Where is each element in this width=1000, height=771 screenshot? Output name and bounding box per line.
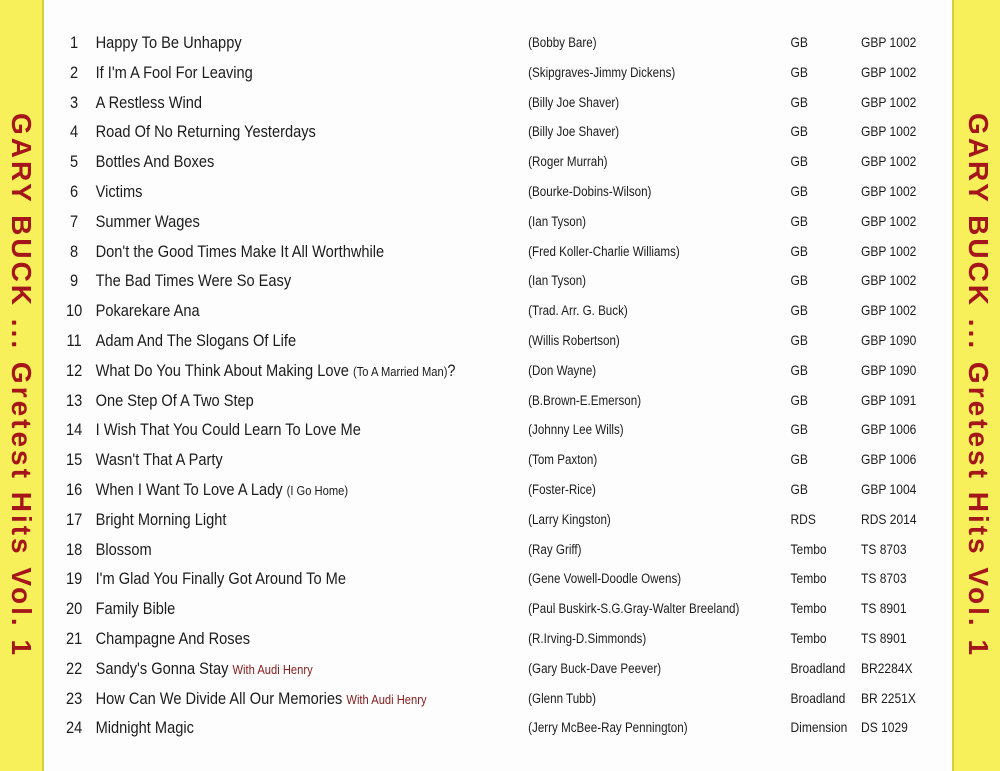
track-catalog-number: GBP 1002	[861, 272, 917, 289]
track-catalog-number: GBP 1002	[861, 34, 917, 50]
track-number: 10	[65, 301, 83, 321]
track-catalog-number: GBP 1002	[861, 212, 917, 229]
track-label: GB	[790, 331, 808, 348]
track-writers: (Trad. Arr. G. Buck)	[528, 303, 628, 319]
track-title	[96, 58, 253, 88]
track-title-text: Victims	[95, 181, 143, 201]
track-title	[96, 415, 361, 445]
track-row	[44, 356, 917, 386]
track-number: 24	[65, 718, 83, 738]
track-title	[96, 564, 346, 594]
track-number: 13	[65, 390, 83, 410]
track-label: GB	[790, 302, 808, 319]
track-writers: (Don Wayne)	[528, 362, 597, 378]
track-writers: (Billy Joe Shaver)	[528, 124, 620, 140]
track-catalog-number: BR2284X	[861, 659, 913, 676]
track-number: 23	[65, 688, 83, 708]
track-title	[96, 475, 349, 506]
track-label: Broadland	[790, 689, 846, 706]
track-title	[96, 147, 215, 177]
track-title-text: Summer Wages	[95, 211, 200, 231]
track-title	[96, 117, 316, 147]
track-writers: (Johnny Lee Wills)	[528, 422, 624, 438]
track-catalog-number: GBP 1002	[861, 63, 917, 80]
track-title	[96, 445, 223, 475]
track-row	[44, 207, 917, 237]
track-label: GB	[790, 480, 808, 497]
track-title	[96, 237, 385, 267]
track-title-text: Bright Morning Light	[95, 509, 227, 529]
track-title	[96, 594, 176, 624]
track-title-text: The Bad Times Were So Easy	[95, 271, 292, 291]
track-label: GB	[790, 34, 808, 50]
track-title	[96, 207, 200, 237]
track-row	[44, 326, 917, 356]
track-writers: (Billy Joe Shaver)	[528, 94, 620, 110]
track-number: 18	[65, 539, 83, 559]
track-title-text: Blossom	[95, 539, 152, 559]
track-label: GB	[790, 153, 808, 170]
spine-title-left: GARY BUCK ... Gretest Hits Vol. 1	[6, 112, 37, 659]
track-title	[96, 296, 200, 326]
track-writers: (R.Irving-D.Simmonds)	[528, 630, 647, 646]
track-catalog-number: TS 8703	[861, 570, 907, 587]
track-title-text: When I Want To Love A Lady	[95, 479, 283, 499]
track-row	[44, 684, 916, 714]
track-row	[44, 266, 917, 296]
track-title	[96, 654, 313, 685]
track-number: 8	[70, 241, 79, 261]
track-title-text: I'm Glad You Finally Got Around To Me	[95, 569, 346, 589]
track-catalog-number: GBP 1006	[861, 421, 917, 438]
track-title-text: Champagne And Roses	[95, 628, 251, 648]
track-label: Tembo	[790, 600, 827, 617]
track-row	[44, 386, 917, 416]
track-writers: (Paul Buskirk-S.G.Gray-Walter Breeland)	[528, 601, 740, 617]
track-catalog-number: GBP 1002	[861, 123, 917, 140]
track-title-text: I Wish That You Could Learn To Love Me	[95, 420, 361, 440]
track-number: 6	[70, 181, 79, 201]
track-number: 11	[66, 330, 82, 350]
track-row	[44, 564, 907, 594]
track-number: 1	[70, 33, 79, 52]
track-number: 2	[70, 62, 79, 82]
track-catalog-number: BR 2251X	[861, 689, 916, 706]
track-writers: (Larry Kingston)	[528, 511, 611, 527]
track-number: 17	[65, 509, 83, 529]
track-title	[96, 88, 202, 118]
tracklist-sheet	[44, 0, 950, 771]
track-writers: (Willis Robertson)	[528, 332, 620, 348]
track-row	[44, 505, 917, 535]
track-catalog-number: GBP 1002	[861, 242, 917, 259]
track-label: GB	[790, 123, 808, 140]
track-row	[44, 445, 917, 475]
track-title-text: Family Bible	[95, 599, 176, 619]
track-catalog-number: RDS 2014	[861, 510, 917, 527]
track-writers: (Ray Griff)	[528, 541, 582, 557]
track-label: Tembo	[790, 540, 827, 557]
track-writers: (Gary Buck-Dave Peever)	[528, 660, 662, 676]
track-title-text: Midnight Magic	[95, 718, 194, 738]
track-guest-artist: With Audi Henry	[232, 661, 313, 677]
track-number: 16	[65, 479, 83, 499]
track-number: 12	[65, 360, 83, 380]
track-label: GB	[790, 451, 808, 468]
track-title-aside: (To A Married Man)	[352, 363, 448, 379]
track-label: Tembo	[790, 629, 827, 646]
track-label: Broadland	[790, 659, 846, 676]
track-number: 5	[70, 152, 79, 172]
track-title	[96, 535, 152, 565]
track-catalog-number: GBP 1002	[861, 302, 917, 319]
track-label: GB	[790, 63, 808, 80]
track-row	[44, 594, 907, 624]
track-writers: (Gene Vowell-Doodle Owens)	[528, 571, 682, 587]
track-label: GB	[790, 391, 808, 408]
track-row	[44, 28, 917, 58]
track-label: GB	[790, 182, 808, 199]
track-label: GB	[790, 361, 808, 378]
track-title-text: Don't the Good Times Make It All Worthwhile	[95, 241, 385, 261]
track-writers: (Fred Koller-Charlie Williams)	[528, 243, 680, 259]
track-title-text: Wasn't That A Party	[95, 450, 223, 470]
track-title	[96, 28, 242, 58]
track-row	[44, 237, 917, 267]
track-number: 20	[65, 599, 83, 619]
track-title	[96, 624, 250, 654]
track-number: 15	[65, 450, 83, 470]
track-title-text: How Can We Divide All Our Memories	[95, 688, 343, 708]
track-catalog-number: TS 8901	[861, 629, 907, 646]
tracklist	[44, 28, 950, 743]
track-label: Dimension	[790, 719, 848, 736]
track-label: GB	[790, 272, 808, 289]
track-number: 22	[65, 658, 83, 678]
track-row	[44, 654, 913, 684]
track-label: GB	[790, 93, 808, 110]
track-row	[44, 88, 917, 118]
track-row	[44, 475, 917, 505]
track-catalog-number: GBP 1006	[861, 451, 917, 468]
track-number: 7	[70, 211, 79, 231]
track-title-text: One Step Of A Two Step	[95, 390, 254, 410]
track-writers: (Roger Murrah)	[528, 154, 608, 170]
track-number: 14	[65, 420, 83, 440]
track-title-text: If I'm A Fool For Leaving	[95, 62, 253, 82]
track-row	[44, 177, 917, 207]
track-title	[96, 684, 427, 715]
track-title-text: Pokarekare Ana	[95, 301, 200, 321]
track-writers: (Skipgraves-Jimmy Dickens)	[528, 64, 676, 80]
track-title	[96, 713, 194, 743]
track-writers: (Foster-Rice)	[528, 481, 596, 497]
track-title	[96, 266, 292, 296]
track-row	[44, 535, 907, 565]
track-title-suffix: ?	[447, 360, 456, 380]
track-writers: (Bourke-Dobins-Wilson)	[528, 183, 652, 199]
track-title	[96, 505, 227, 535]
track-row	[44, 147, 917, 177]
track-title	[96, 356, 456, 387]
track-catalog-number: GBP 1002	[861, 93, 917, 110]
track-row	[44, 58, 917, 88]
track-title	[96, 177, 143, 207]
track-label: RDS	[790, 510, 816, 527]
track-title-text: What Do You Think About Making Love	[95, 360, 349, 380]
left-spine	[0, 0, 44, 771]
track-number: 21	[65, 628, 83, 648]
track-writers: (Jerry McBee-Ray Pennington)	[528, 720, 688, 736]
track-title-aside: (I Go Home)	[286, 482, 349, 498]
track-title-text: A Restless Wind	[95, 92, 203, 112]
track-catalog-number: TS 8901	[861, 600, 907, 617]
right-spine	[952, 0, 1000, 771]
track-writers: (Ian Tyson)	[528, 213, 587, 229]
track-title-text: Bottles And Boxes	[95, 152, 215, 172]
track-label: GB	[790, 242, 808, 259]
track-number: 9	[70, 271, 79, 291]
track-label: GB	[790, 212, 808, 229]
track-catalog-number: GBP 1090	[861, 361, 917, 378]
track-title-text: Happy To Be Unhappy	[95, 33, 242, 52]
track-row	[44, 624, 907, 654]
track-title	[96, 386, 254, 416]
track-row	[44, 296, 917, 326]
track-row	[44, 415, 917, 445]
track-catalog-number: GBP 1004	[861, 480, 917, 497]
track-row	[44, 713, 908, 743]
track-catalog-number: GBP 1002	[861, 153, 917, 170]
track-catalog-number: TS 8703	[861, 540, 907, 557]
track-catalog-number: GBP 1090	[861, 331, 917, 348]
track-number: 4	[70, 122, 79, 142]
track-number: 19	[65, 569, 83, 589]
track-row	[44, 117, 917, 147]
track-number: 3	[70, 92, 79, 112]
track-catalog-number: GBP 1002	[861, 182, 917, 199]
track-title-text: Road Of No Returning Yesterdays	[95, 122, 316, 142]
track-title-text: Sandy's Gonna Stay	[95, 658, 229, 678]
spine-title-right: GARY BUCK ... Gretest Hits Vol. 1	[963, 112, 994, 659]
track-writers: (Bobby Bare)	[528, 35, 597, 50]
track-guest-artist: With Audi Henry	[346, 691, 427, 707]
track-writers: (Ian Tyson)	[528, 273, 587, 289]
track-label: Tembo	[790, 570, 827, 587]
track-writers: (B.Brown-E.Emerson)	[528, 392, 642, 408]
track-title	[96, 326, 296, 356]
track-writers: (Glenn Tubb)	[528, 690, 596, 706]
track-title-text: Adam And The Slogans Of Life	[95, 330, 297, 350]
track-writers: (Tom Paxton)	[528, 452, 598, 468]
track-catalog-number: DS 1029	[861, 719, 908, 736]
track-catalog-number: GBP 1091	[861, 391, 917, 408]
track-label: GB	[790, 421, 808, 438]
